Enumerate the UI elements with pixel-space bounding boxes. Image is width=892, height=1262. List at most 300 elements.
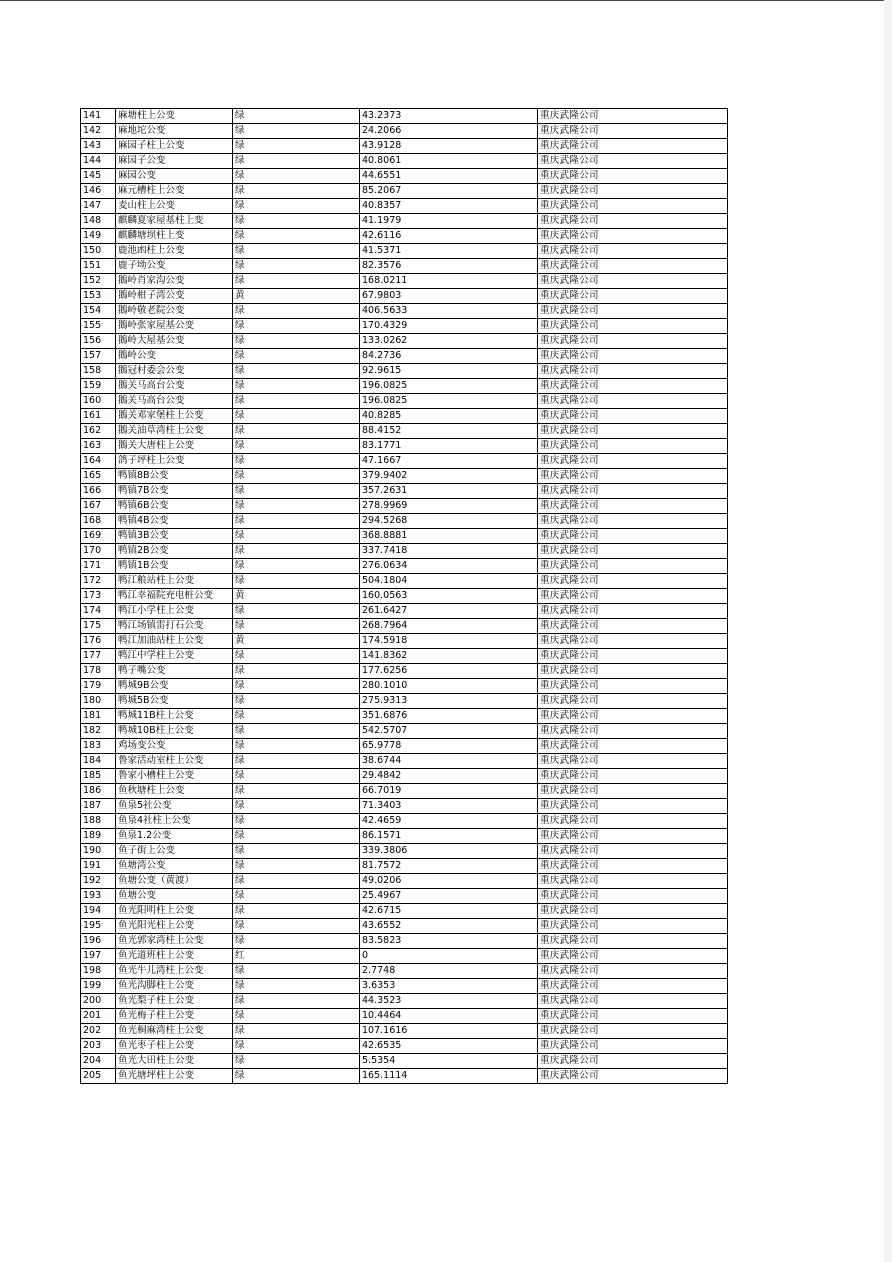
load-value-cell: 83.1771: [360, 439, 538, 454]
status-color-cell: 绿: [233, 619, 360, 634]
status-color-cell: 绿: [233, 319, 360, 334]
table-row: [81, 214, 728, 229]
company-cell: 重庆武隆公司: [538, 859, 728, 874]
load-value-cell: 275.9313: [360, 694, 538, 709]
station-name-cell: 鱼光道班柱上公变: [116, 949, 233, 964]
station-name-cell: 鱼子街上公变: [116, 844, 233, 859]
status-color-cell: 绿: [233, 919, 360, 934]
load-value-cell: 278.9969: [360, 499, 538, 514]
station-name-cell: 鸭江粮站柱上公变: [116, 574, 233, 589]
load-value-cell: 337.7418: [360, 544, 538, 559]
row-index-cell: 189: [81, 829, 116, 844]
company-cell: 重庆武隆公司: [538, 484, 728, 499]
company-cell: 重庆武隆公司: [538, 109, 728, 124]
company-cell: 重庆武隆公司: [538, 229, 728, 244]
status-color-cell: 绿: [233, 229, 360, 244]
station-name-cell: 鸭城11B柱上公变: [116, 709, 233, 724]
table-row: [81, 139, 728, 154]
row-index-cell: 166: [81, 484, 116, 499]
station-name-cell: 麻塘柱上公变: [116, 109, 233, 124]
table-row: [81, 619, 728, 634]
row-index-cell: 204: [81, 1054, 116, 1069]
row-index-cell: 171: [81, 559, 116, 574]
company-cell: 重庆武隆公司: [538, 724, 728, 739]
load-value-cell: 43.9128: [360, 139, 538, 154]
load-value-cell: 42.6535: [360, 1039, 538, 1054]
load-value-cell: 0: [360, 949, 538, 964]
company-cell: 重庆武隆公司: [538, 1009, 728, 1024]
load-value-cell: 133.0262: [360, 334, 538, 349]
status-color-cell: 绿: [233, 169, 360, 184]
load-value-cell: 88.4152: [360, 424, 538, 439]
station-name-cell: 鱼光沟脚柱上公变: [116, 979, 233, 994]
load-value-cell: 168.0211: [360, 274, 538, 289]
load-value-cell: 196.0825: [360, 394, 538, 409]
row-index-cell: 165: [81, 469, 116, 484]
company-cell: 重庆武隆公司: [538, 439, 728, 454]
row-index-cell: 176: [81, 634, 116, 649]
row-index-cell: 174: [81, 604, 116, 619]
page-top-rule: [0, 0, 892, 1]
station-name-cell: 鱼光梨子柱上公变: [116, 994, 233, 1009]
station-name-cell: 鸭镇1B公变: [116, 559, 233, 574]
load-value-cell: 10.4464: [360, 1009, 538, 1024]
table-row: [81, 934, 728, 949]
row-index-cell: 168: [81, 514, 116, 529]
table-row: [81, 109, 728, 124]
status-color-cell: 绿: [233, 334, 360, 349]
table-row: [81, 844, 728, 859]
station-name-cell: 麻园子公变: [116, 154, 233, 169]
company-cell: 重庆武隆公司: [538, 214, 728, 229]
row-index-cell: 170: [81, 544, 116, 559]
status-color-cell: 绿: [233, 754, 360, 769]
table-row: [81, 604, 728, 619]
company-cell: 重庆武隆公司: [538, 334, 728, 349]
status-color-cell: 绿: [233, 364, 360, 379]
company-cell: 重庆武隆公司: [538, 259, 728, 274]
status-color-cell: 绿: [233, 274, 360, 289]
company-cell: 重庆武隆公司: [538, 529, 728, 544]
status-color-cell: 黄: [233, 289, 360, 304]
station-name-cell: 鵝关油草湾柱上公变: [116, 424, 233, 439]
company-cell: 重庆武隆公司: [538, 274, 728, 289]
company-cell: 重庆武隆公司: [538, 349, 728, 364]
row-index-cell: 187: [81, 799, 116, 814]
station-name-cell: 鸭子嘴公变: [116, 664, 233, 679]
table-row: [81, 874, 728, 889]
status-color-cell: 绿: [233, 304, 360, 319]
status-color-cell: 绿: [233, 244, 360, 259]
status-color-cell: 绿: [233, 994, 360, 1009]
table-row: [81, 544, 728, 559]
company-cell: 重庆武隆公司: [538, 709, 728, 724]
table-row: [81, 289, 728, 304]
load-value-cell: 504.1804: [360, 574, 538, 589]
status-color-cell: 绿: [233, 649, 360, 664]
row-index-cell: 175: [81, 619, 116, 634]
status-color-cell: 绿: [233, 394, 360, 409]
company-cell: 重庆武隆公司: [538, 739, 728, 754]
table-row: [81, 319, 728, 334]
load-value-cell: 84.2736: [360, 349, 538, 364]
transformer-table-body: [81, 109, 728, 1084]
load-value-cell: 542.5707: [360, 724, 538, 739]
load-value-cell: 29.4842: [360, 769, 538, 784]
row-index-cell: 158: [81, 364, 116, 379]
table-row: [81, 184, 728, 199]
table-row: [81, 409, 728, 424]
table-row: [81, 514, 728, 529]
station-name-cell: 麻元槽柱上公变: [116, 184, 233, 199]
load-value-cell: 170.4329: [360, 319, 538, 334]
status-color-cell: 绿: [233, 769, 360, 784]
status-color-cell: 绿: [233, 499, 360, 514]
status-color-cell: 黄: [233, 589, 360, 604]
table-row: [81, 559, 728, 574]
load-value-cell: 3.6353: [360, 979, 538, 994]
row-index-cell: 182: [81, 724, 116, 739]
load-value-cell: 86.1571: [360, 829, 538, 844]
load-value-cell: 47.1667: [360, 454, 538, 469]
load-value-cell: 351.6876: [360, 709, 538, 724]
status-color-cell: 绿: [233, 724, 360, 739]
status-color-cell: 绿: [233, 664, 360, 679]
status-color-cell: 绿: [233, 829, 360, 844]
company-cell: 重庆武隆公司: [538, 889, 728, 904]
row-index-cell: 194: [81, 904, 116, 919]
row-index-cell: 155: [81, 319, 116, 334]
status-color-cell: 绿: [233, 844, 360, 859]
station-name-cell: 鸭镇7B公变: [116, 484, 233, 499]
load-value-cell: 107.1616: [360, 1024, 538, 1039]
station-name-cell: 鵝关大唐柱上公变: [116, 439, 233, 454]
row-index-cell: 183: [81, 739, 116, 754]
load-value-cell: 38.6744: [360, 754, 538, 769]
row-index-cell: 146: [81, 184, 116, 199]
row-index-cell: 186: [81, 784, 116, 799]
company-cell: 重庆武隆公司: [538, 949, 728, 964]
load-value-cell: 66.7019: [360, 784, 538, 799]
load-value-cell: 40.8357: [360, 199, 538, 214]
table-row: [81, 454, 728, 469]
company-cell: 重庆武隆公司: [538, 139, 728, 154]
station-name-cell: 鱼光郭家湾柱上公变: [116, 934, 233, 949]
station-name-cell: 鱼泉5社公变: [116, 799, 233, 814]
row-index-cell: 190: [81, 844, 116, 859]
station-name-cell: 鱼光梅子柱上公变: [116, 1009, 233, 1024]
station-name-cell: 鱼泉4社柱上公变: [116, 814, 233, 829]
table-row: [81, 904, 728, 919]
station-name-cell: 鵝岭肖家沟公变: [116, 274, 233, 289]
table-row: [81, 964, 728, 979]
table-row: [81, 394, 728, 409]
station-name-cell: 鵝关马高台公变: [116, 379, 233, 394]
table-row: [81, 589, 728, 604]
station-name-cell: 鵝岭公变: [116, 349, 233, 364]
company-cell: 重庆武隆公司: [538, 634, 728, 649]
status-color-cell: 绿: [233, 544, 360, 559]
company-cell: 重庆武隆公司: [538, 199, 728, 214]
load-value-cell: 24.2066: [360, 124, 538, 139]
company-cell: 重庆武隆公司: [538, 619, 728, 634]
table-row: [81, 484, 728, 499]
station-name-cell: 鸽子坪柱上公变: [116, 454, 233, 469]
table-row: [81, 799, 728, 814]
row-index-cell: 145: [81, 169, 116, 184]
table-row: [81, 694, 728, 709]
status-color-cell: 绿: [233, 559, 360, 574]
load-value-cell: 85.2067: [360, 184, 538, 199]
load-value-cell: 406.5633: [360, 304, 538, 319]
row-index-cell: 193: [81, 889, 116, 904]
row-index-cell: 195: [81, 919, 116, 934]
load-value-cell: 42.6116: [360, 229, 538, 244]
status-color-cell: 绿: [233, 349, 360, 364]
row-index-cell: 205: [81, 1069, 116, 1084]
table-row: [81, 334, 728, 349]
load-value-cell: 160.0563: [360, 589, 538, 604]
table-row: [81, 379, 728, 394]
row-index-cell: 161: [81, 409, 116, 424]
table-row: [81, 169, 728, 184]
station-name-cell: 鸭江中学柱上公变: [116, 649, 233, 664]
table-row: [81, 364, 728, 379]
table-row: [81, 889, 728, 904]
company-cell: 重庆武隆公司: [538, 574, 728, 589]
company-cell: 重庆武隆公司: [538, 994, 728, 1009]
company-cell: 重庆武隆公司: [538, 319, 728, 334]
load-value-cell: 5.5354: [360, 1054, 538, 1069]
load-value-cell: 276.0634: [360, 559, 538, 574]
station-name-cell: 鸭城5B公变: [116, 694, 233, 709]
transformer-table: [80, 108, 728, 1084]
station-name-cell: 鸭江场镇雷打石公变: [116, 619, 233, 634]
station-name-cell: 鱼塘湾公变: [116, 859, 233, 874]
company-cell: 重庆武隆公司: [538, 844, 728, 859]
load-value-cell: 67.9803: [360, 289, 538, 304]
row-index-cell: 198: [81, 964, 116, 979]
station-name-cell: 鸭城10B柱上公变: [116, 724, 233, 739]
company-cell: 重庆武隆公司: [538, 979, 728, 994]
company-cell: 重庆武隆公司: [538, 874, 728, 889]
row-index-cell: 156: [81, 334, 116, 349]
station-name-cell: 鸡场变公变: [116, 739, 233, 754]
station-name-cell: 鱼光阳光柱上公变: [116, 919, 233, 934]
station-name-cell: 麒麟塘坝柱上变: [116, 229, 233, 244]
company-cell: 重庆武隆公司: [538, 469, 728, 484]
load-value-cell: 82.3576: [360, 259, 538, 274]
row-index-cell: 180: [81, 694, 116, 709]
table-row: [81, 1024, 728, 1039]
station-name-cell: 鱼光大田柱上公变: [116, 1054, 233, 1069]
row-index-cell: 157: [81, 349, 116, 364]
company-cell: 重庆武隆公司: [538, 799, 728, 814]
table-row: [81, 574, 728, 589]
row-index-cell: 184: [81, 754, 116, 769]
row-index-cell: 150: [81, 244, 116, 259]
station-name-cell: 鸭江小学柱上公变: [116, 604, 233, 619]
table-row: [81, 919, 728, 934]
status-color-cell: 绿: [233, 184, 360, 199]
status-color-cell: 绿: [233, 514, 360, 529]
status-color-cell: 绿: [233, 604, 360, 619]
row-index-cell: 173: [81, 589, 116, 604]
load-value-cell: 174.5918: [360, 634, 538, 649]
station-name-cell: 鲁家活动室柱上公变: [116, 754, 233, 769]
row-index-cell: 200: [81, 994, 116, 1009]
row-index-cell: 164: [81, 454, 116, 469]
station-name-cell: 鱼塘公变: [116, 889, 233, 904]
row-index-cell: 178: [81, 664, 116, 679]
row-index-cell: 152: [81, 274, 116, 289]
table-row: [81, 829, 728, 844]
company-cell: 重庆武隆公司: [538, 1069, 728, 1084]
row-index-cell: 159: [81, 379, 116, 394]
load-value-cell: 81.7572: [360, 859, 538, 874]
row-index-cell: 201: [81, 1009, 116, 1024]
load-value-cell: 44.3523: [360, 994, 538, 1009]
station-name-cell: 鸭城9B公变: [116, 679, 233, 694]
status-color-cell: 绿: [233, 214, 360, 229]
table-row: [81, 259, 728, 274]
company-cell: 重庆武隆公司: [538, 589, 728, 604]
table-row: [81, 199, 728, 214]
row-index-cell: 160: [81, 394, 116, 409]
status-color-cell: 红: [233, 949, 360, 964]
load-value-cell: 40.8285: [360, 409, 538, 424]
table-row: [81, 349, 728, 364]
row-index-cell: 179: [81, 679, 116, 694]
load-value-cell: 42.4659: [360, 814, 538, 829]
company-cell: 重庆武隆公司: [538, 664, 728, 679]
load-value-cell: 41.5371: [360, 244, 538, 259]
table-row: [81, 754, 728, 769]
row-index-cell: 162: [81, 424, 116, 439]
table-row: [81, 439, 728, 454]
station-name-cell: 鱼泉1.2公变: [116, 829, 233, 844]
row-index-cell: 151: [81, 259, 116, 274]
station-name-cell: 鵝岭张家屋基公变: [116, 319, 233, 334]
status-color-cell: 绿: [233, 574, 360, 589]
page-right-margin: [884, 0, 892, 1262]
status-color-cell: 绿: [233, 964, 360, 979]
status-color-cell: 绿: [233, 1009, 360, 1024]
table-row: [81, 724, 728, 739]
row-index-cell: 196: [81, 934, 116, 949]
company-cell: 重庆武隆公司: [538, 919, 728, 934]
table-row: [81, 424, 728, 439]
table-row: [81, 304, 728, 319]
load-value-cell: 49.0206: [360, 874, 538, 889]
load-value-cell: 42.6715: [360, 904, 538, 919]
station-name-cell: 鸭镇4B公变: [116, 514, 233, 529]
table-row: [81, 949, 728, 964]
load-value-cell: 177.6256: [360, 664, 538, 679]
table-row: [81, 664, 728, 679]
load-value-cell: 368.8881: [360, 529, 538, 544]
company-cell: 重庆武隆公司: [538, 169, 728, 184]
load-value-cell: 40.8061: [360, 154, 538, 169]
table-row: [81, 784, 728, 799]
company-cell: 重庆武隆公司: [538, 154, 728, 169]
company-cell: 重庆武隆公司: [538, 424, 728, 439]
company-cell: 重庆武隆公司: [538, 1024, 728, 1039]
table-row: [81, 634, 728, 649]
status-color-cell: 绿: [233, 469, 360, 484]
company-cell: 重庆武隆公司: [538, 829, 728, 844]
status-color-cell: 绿: [233, 979, 360, 994]
status-color-cell: 绿: [233, 1054, 360, 1069]
table-row: [81, 709, 728, 724]
company-cell: 重庆武隆公司: [538, 604, 728, 619]
company-cell: 重庆武隆公司: [538, 904, 728, 919]
table-row: [81, 649, 728, 664]
station-name-cell: 鹿子坳公变: [116, 259, 233, 274]
station-name-cell: 鹿池凼柱上公变: [116, 244, 233, 259]
load-value-cell: 268.7964: [360, 619, 538, 634]
status-color-cell: 绿: [233, 484, 360, 499]
table-row: [81, 244, 728, 259]
table-row: [81, 529, 728, 544]
row-index-cell: 181: [81, 709, 116, 724]
table-row: [81, 274, 728, 289]
row-index-cell: 143: [81, 139, 116, 154]
status-color-cell: 绿: [233, 379, 360, 394]
status-color-cell: 绿: [233, 889, 360, 904]
company-cell: 重庆武隆公司: [538, 379, 728, 394]
station-name-cell: 鵝关马高台公变: [116, 394, 233, 409]
station-name-cell: 鸭镇3B公变: [116, 529, 233, 544]
load-value-cell: 43.6552: [360, 919, 538, 934]
row-index-cell: 141: [81, 109, 116, 124]
company-cell: 重庆武隆公司: [538, 1039, 728, 1054]
load-value-cell: 196.0825: [360, 379, 538, 394]
row-index-cell: 188: [81, 814, 116, 829]
company-cell: 重庆武隆公司: [538, 304, 728, 319]
load-value-cell: 379.9402: [360, 469, 538, 484]
status-color-cell: 绿: [233, 904, 360, 919]
load-value-cell: 141.8362: [360, 649, 538, 664]
row-index-cell: 167: [81, 499, 116, 514]
company-cell: 重庆武隆公司: [538, 559, 728, 574]
station-name-cell: 鵝岭柑子湾公变: [116, 289, 233, 304]
row-index-cell: 153: [81, 289, 116, 304]
station-name-cell: 鱼光桐麻湾柱上公变: [116, 1024, 233, 1039]
station-name-cell: 鱼光枣子柱上公变: [116, 1039, 233, 1054]
company-cell: 重庆武隆公司: [538, 784, 728, 799]
station-name-cell: 麻园公变: [116, 169, 233, 184]
status-color-cell: 绿: [233, 439, 360, 454]
load-value-cell: 165.1114: [360, 1069, 538, 1084]
table-row: [81, 1069, 728, 1084]
status-color-cell: 绿: [233, 739, 360, 754]
status-color-cell: 绿: [233, 154, 360, 169]
table-row: [81, 229, 728, 244]
company-cell: 重庆武隆公司: [538, 184, 728, 199]
company-cell: 重庆武隆公司: [538, 454, 728, 469]
company-cell: 重庆武隆公司: [538, 514, 728, 529]
station-name-cell: 鵝关邓家堡柱上公变: [116, 409, 233, 424]
company-cell: 重庆武隆公司: [538, 244, 728, 259]
station-name-cell: 鱼塘公变（黄渡）: [116, 874, 233, 889]
status-color-cell: 绿: [233, 529, 360, 544]
table-row: [81, 154, 728, 169]
table-row: [81, 1009, 728, 1024]
station-name-cell: 鸭镇8B公变: [116, 469, 233, 484]
company-cell: 重庆武隆公司: [538, 649, 728, 664]
status-color-cell: 黄: [233, 634, 360, 649]
